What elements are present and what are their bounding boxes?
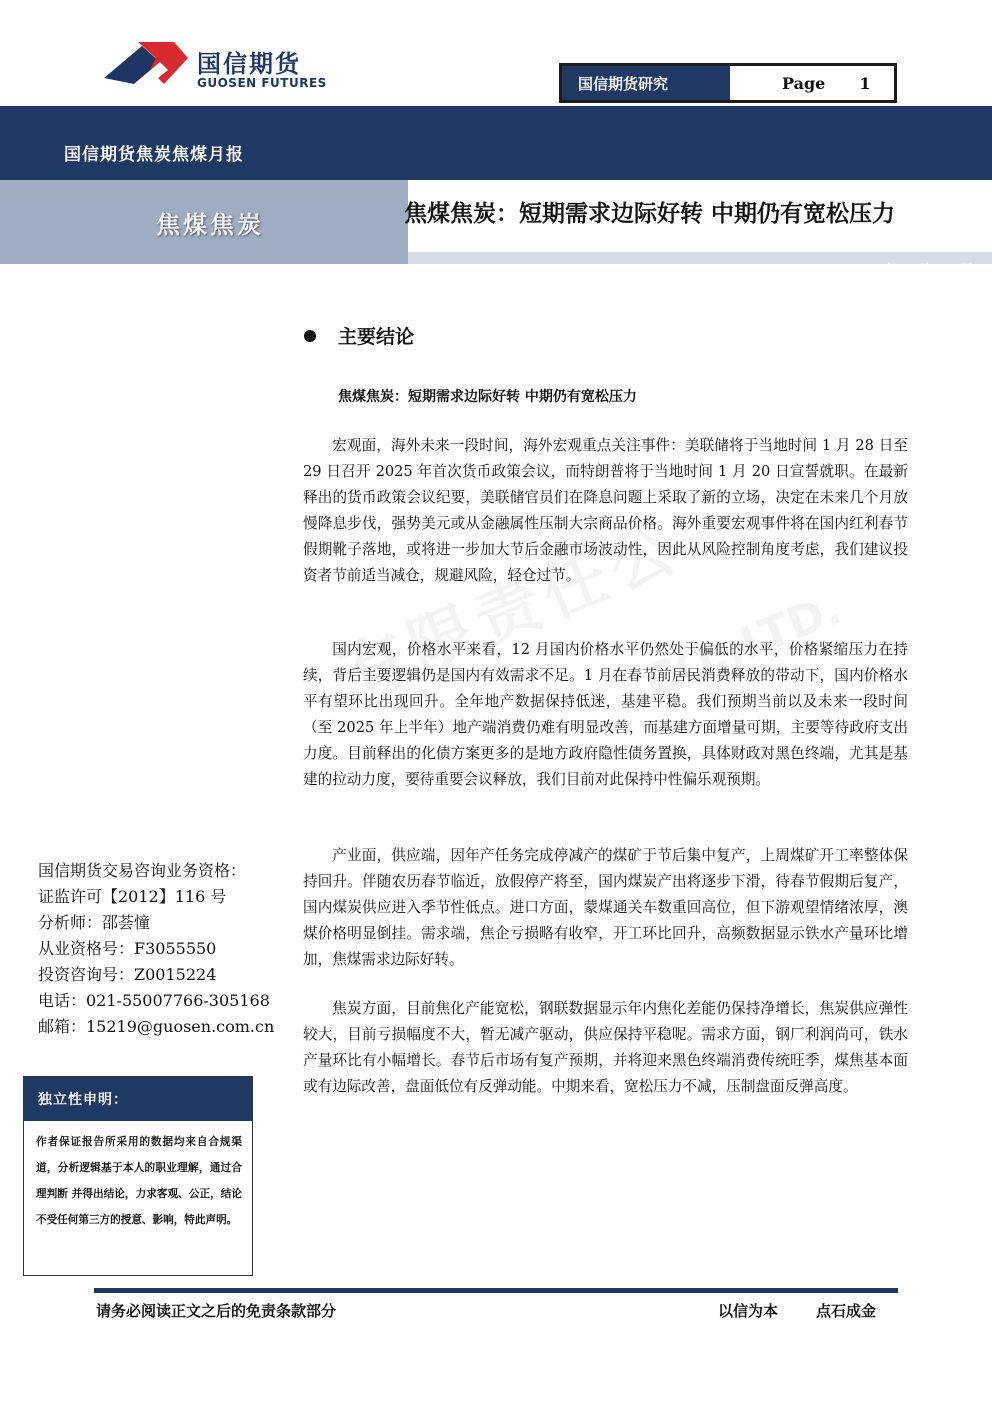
logo-mark-icon — [104, 40, 190, 88]
declaration-text: 作者保证报告所采用的数据均来自合规渠道，分析逻辑基于本人的职业理解，通过合理判断 并得出结论，力求客观、公正，结论不受任何第三方的授意、影响，特此声明。 — [36, 1136, 242, 1226]
company-logo — [104, 40, 327, 96]
footer-divider — [94, 1288, 898, 1293]
report-series-title: 国信期货焦炭焦煤月报 — [64, 145, 244, 165]
page-number: 1 — [859, 73, 871, 93]
disclaimer-note: 请务必阅读正文之后的免责条款部分 — [96, 1302, 337, 1320]
paragraph-macro-overseas: 宏观面，海外未来一段时间，海外宏观重点关注事件：美联储将于当地时间 1 月 28 日至 29 日召开 2025 年首次货币政策会议，而特朗普将于当地时间 1 月 20 日宣誓就职。在最新释出的货币政策会议纪要，美联储官员们在降息问题上采取了新的立场，决定在未来几个月放慢降息步伐，强势美元或从金融属性压制大宗商品价格。海外重要宏观事件将在国内红利春节假期靴子落地，或将进一步加大节后金融市场波动性，因此从风险控制角度考虑，我们建议投资者节前适当减仓，规避风险，轻仓过节。 — [303, 437, 908, 584]
section-subtitle: 焦煤焦炭：短期需求边际好转 中期仍有宽松压力 — [338, 389, 637, 405]
section-title: 主要结论 — [338, 326, 415, 348]
logo-text-cn: 国信期货 — [197, 50, 301, 78]
phone-number: 电话：021-55007766-305168 — [38, 991, 270, 1010]
qualification-line: 国信期货交易咨询业务资格： — [38, 861, 247, 880]
research-label: 国信期货研究 — [562, 66, 730, 100]
consulting-number: 投资咨询号：Z0015224 — [38, 965, 217, 984]
practice-number: 从业资格号：F3055550 — [38, 939, 217, 958]
independence-declaration — [23, 1076, 253, 1276]
declaration-title: 独立性申明： — [24, 1077, 252, 1121]
email-address[interactable]: 邮箱：15219@guosen.com.cn — [38, 1017, 275, 1036]
analyst-contact — [38, 858, 274, 1040]
footer-slogan — [718, 1300, 876, 1321]
slogan-2: 点石成金 — [816, 1302, 877, 1320]
sector-label: 焦煤焦炭 — [156, 210, 264, 239]
section-heading — [304, 322, 414, 349]
page-label: Page — [782, 73, 826, 93]
bullet-icon — [304, 330, 316, 342]
paragraph-coke: 焦炭方面，目前焦化产能宽松，钢联数据显示年内焦化差能仍保持净增长，焦炭供应弹性较大，目前亏损幅度不大，暂无减产驱动，供应保持平稳呢。需求方面，钢厂利润尚可，铁水产量环比有小幅增长。春节后市场有复产预期，并将迎来黑色终端消费传统旺季，煤焦基本面或有边际改善，盘面低位有反弹动能。中期来看，宽松压力不减，压制盘面反弹高度。 — [303, 1000, 908, 1095]
paragraph-industry: 产业面，供应端，因年产任务完成停减产的煤矿于节后集中复产，上周煤矿开工率整体保持回升。伴随农历春节临近，放假停产将至，国内煤炭产出将逐步下滑，待春节假期后复产，国内煤炭供应进入季节性低点。进口方面，蒙煤通关车数重回高位，但下游观望情绪浓厚，澳煤价格明显倒挂。需求端，焦企亏损略有收窄，开工环比回升，高频数据显示铁水产量环比增加，焦煤需求边际好转。 — [303, 847, 908, 968]
slogan-1: 以信为本 — [718, 1302, 779, 1320]
analyst-name: 分析师：邵荟憧 — [38, 913, 151, 932]
report-series-band — [0, 106, 992, 180]
page-indicator-box — [559, 63, 897, 103]
report-date: 2025 年 1 月 19 日 — [841, 263, 974, 278]
page-indicator — [730, 66, 894, 100]
page-title: 焦煤焦炭：短期需求边际好转 中期仍有宽松压力 — [404, 200, 896, 227]
paragraph-macro-domestic: 国内宏观，价格水平来看，12 月国内价格水平仍然处于偏低的水平，价格紧缩压力在持续，背后主要逻辑仍是国内有效需求不足。1 月在春节前居民消费释放的带动下，国内价格水平有望环比出现回升。全年地产数据保持低迷，基建平稳。我们预期当前以及未来一段时间（至 2025 年上半年）地产端消费仍难有明显改善，而基建方面增量可期，主要等待政府支出力度。目前释出的化债方案更多的是地方政府隐性债务置换，具体财政对黑色终端，尤其是基建的拉动力度，要待重要会议释放，我们目前对此保持中性偏乐观预期。 — [303, 641, 908, 788]
license-line: 证监许可【2012】116 号 — [38, 887, 227, 906]
logo-text-en: GUOSEN FUTURES — [197, 76, 327, 90]
